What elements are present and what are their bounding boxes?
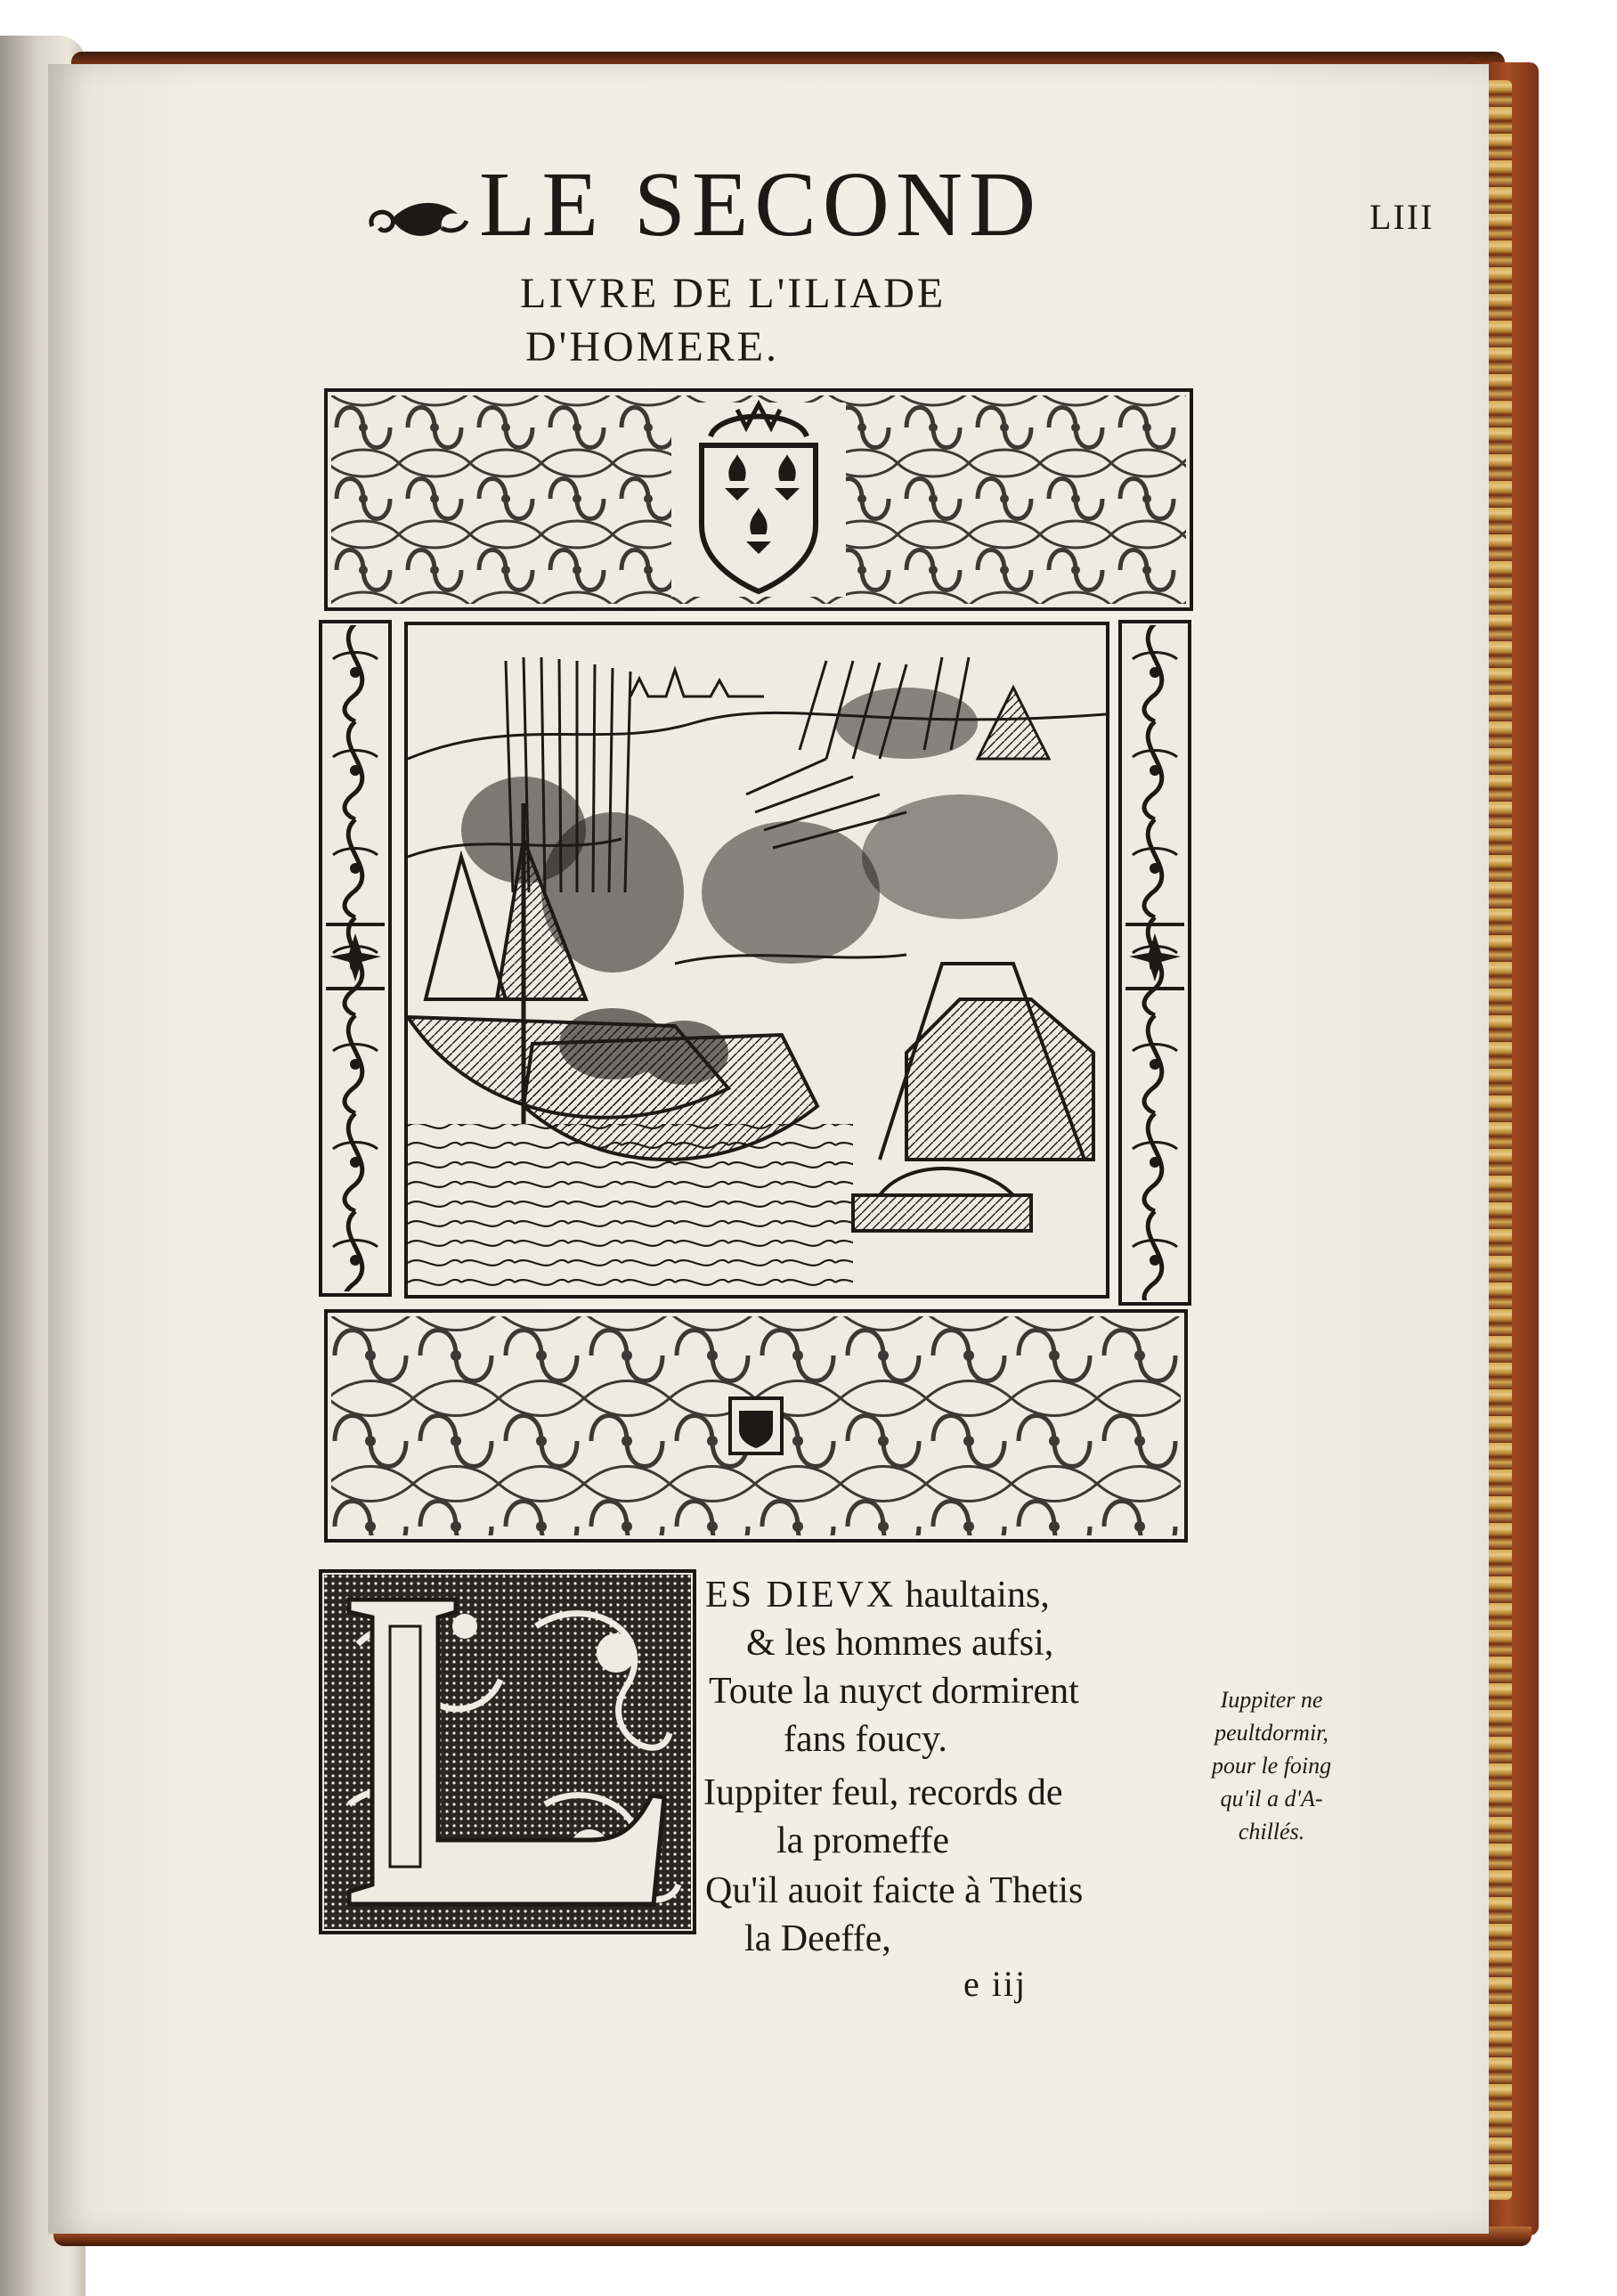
verse-line-8: la Deeffe, <box>744 1918 891 1959</box>
marginal-note-line: peultdormir, <box>1215 1720 1329 1746</box>
gilt-tooling <box>1485 80 1512 2200</box>
marginal-note-line: chillés. <box>1238 1819 1305 1844</box>
chapter-title: LE SECOND <box>479 153 1043 256</box>
top-ornament-band <box>324 388 1193 611</box>
verse-line-2: & les hommes aufsi, <box>746 1623 1054 1664</box>
marginal-note-line: pour le foing <box>1211 1753 1332 1779</box>
marginal-note-line: qu'il a d'A- <box>1220 1786 1323 1812</box>
verse-line-7: Qu'il auoit faicte à Thetis <box>705 1870 1084 1911</box>
verse-line-5: Iuppiter feul, records de <box>703 1772 1063 1813</box>
verse-line-6: la promeffe <box>776 1820 949 1861</box>
verse-line-1: ES DIEVX haultains, <box>705 1575 1050 1616</box>
verse-line-4: fans foucy. <box>784 1719 947 1760</box>
left-pilaster-ornament <box>319 620 392 1297</box>
signature-mark: e iij <box>963 1964 1028 2004</box>
marginal-note-line: Iuppiter ne <box>1220 1687 1323 1713</box>
bottom-ornament-band <box>324 1309 1188 1543</box>
verse-line-3: Toute la nuyct dormirent <box>709 1671 1079 1712</box>
decorated-initial <box>319 1569 696 1934</box>
chapter-subtitle-line1: LIVRE DE L'ILIADE <box>520 270 947 317</box>
fleuron-ornament-icon <box>365 187 472 249</box>
woodcut-scene <box>404 622 1109 1299</box>
folio-number: LIII <box>1369 197 1434 237</box>
chapter-subtitle-line2: D'HOMERE. <box>525 323 779 370</box>
marginal-note <box>1197 1683 1346 1848</box>
right-pilaster-ornament <box>1118 620 1191 1306</box>
